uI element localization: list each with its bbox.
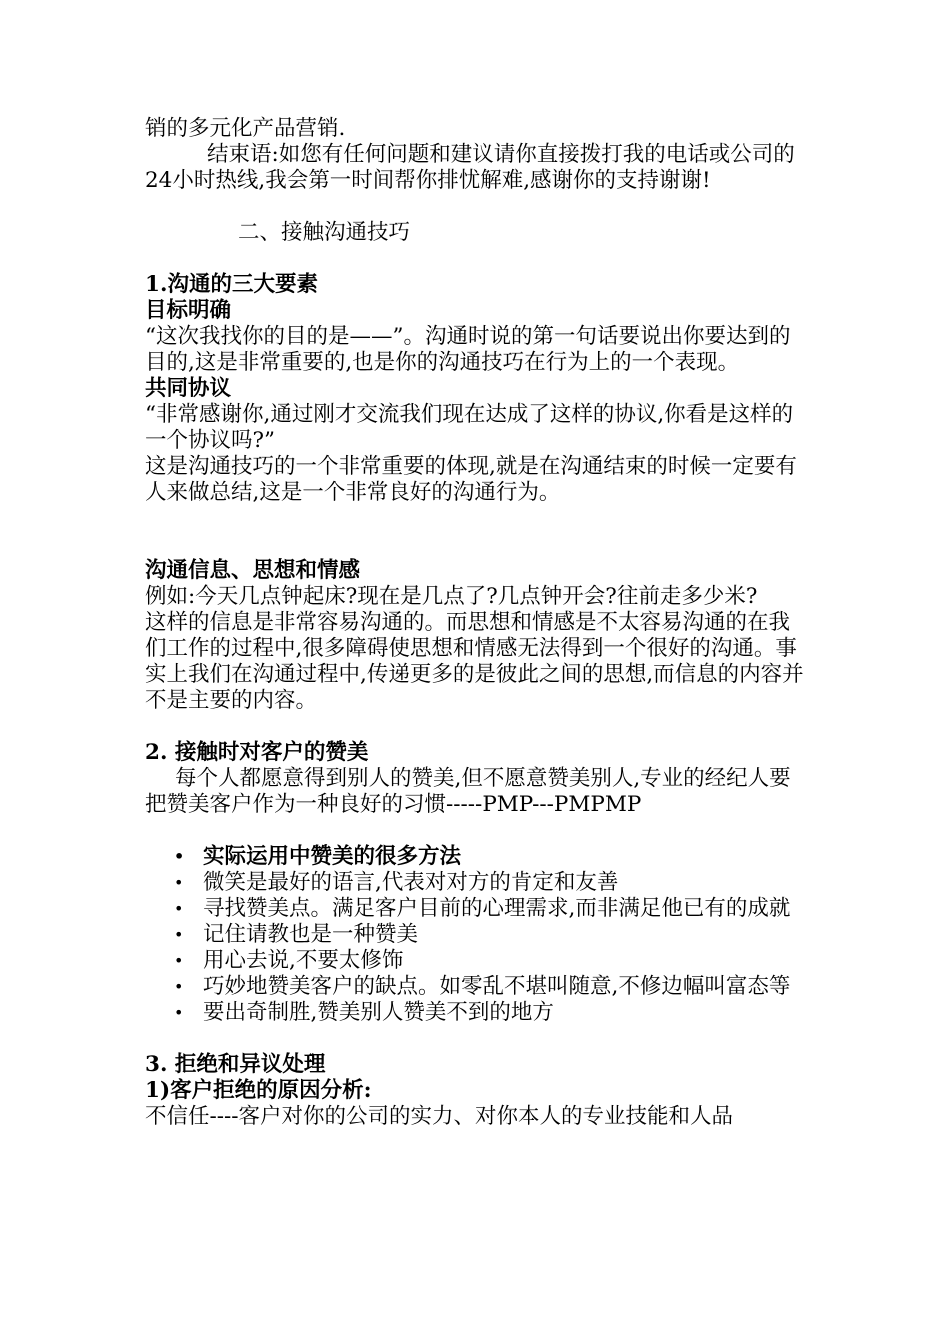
section-title: 二、接触沟通技巧 xyxy=(238,220,411,245)
agreement-quote: “非常感谢你,通过刚才交流我们现在达成了这样的协议,你看是这样的一个协议吗?” xyxy=(145,402,794,453)
list-item xyxy=(145,1000,810,1026)
praise-list xyxy=(145,844,810,1026)
bullet-icon: • xyxy=(174,847,185,866)
s1-heading: 1.沟通的三大要素 xyxy=(145,272,318,297)
agreement-title: 共同协议 xyxy=(145,376,232,401)
agreement-text: 这是沟通技巧的一个非常重要的体现,就是在沟通结束的时候一定要有人来做总结,这是一个非常良好的沟通行为。 xyxy=(145,454,797,505)
goal-title: 目标明确 xyxy=(145,298,232,323)
list-item-text: 实际运用中赞美的很多方法 xyxy=(203,844,462,869)
spacer xyxy=(145,818,810,844)
list-item xyxy=(145,870,810,896)
list-item-text: 记住请教也是一种赞美 xyxy=(203,922,419,947)
list-item xyxy=(145,974,810,1000)
intro-tail: 销的多元化产品营销. xyxy=(145,116,346,141)
bullet-icon: • xyxy=(174,977,184,996)
list-item-text: 微笑是最好的语言,代表对对方的肯定和友善 xyxy=(203,870,619,895)
s3-sub-heading: 1)客户拒绝的原因分析: xyxy=(145,1078,372,1103)
goal-text: “这次我找你的目的是——”。沟通时说的第一句话要说出你要达到的目的,这是非常重要的,也是你的沟通技巧在行为上的一个表现。 xyxy=(145,324,791,375)
list-item xyxy=(145,896,810,922)
s2-intro: 每个人都愿意得到别人的赞美,但不愿意赞美别人,专业的经纪人要把赞美客户作为一种良好的习惯-----PMP---PMPMP xyxy=(145,766,791,817)
spacer xyxy=(145,1026,810,1052)
list-item-text: 要出奇制胜,赞美别人赞美不到的地方 xyxy=(203,1000,554,1025)
list-item xyxy=(145,922,810,948)
bullet-icon: • xyxy=(174,873,184,892)
spacer xyxy=(145,246,810,272)
list-item-text: 巧妙地赞美客户的缺点。如零乱不堪叫随意,不修边幅叫富态等 xyxy=(203,974,791,999)
document-page xyxy=(145,116,810,1130)
info-text: 这样的信息是非常容易沟通的。而思想和情感是不太容易沟通的在我们工作的过程中,很多障碍使思想和情感无法得到一个很好的沟通。事实上我们在沟通过程中,传递更多的是彼此之间的思想,而信息的内容并不是主要的内容。 xyxy=(145,610,804,713)
info-title: 沟通信息、思想和情感 xyxy=(145,558,361,583)
s3-heading: 3. 拒绝和异议处理 xyxy=(145,1052,326,1077)
spacer xyxy=(145,714,810,740)
list-item-text: 寻找赞美点。满足客户目前的心理需求,而非满足他已有的成就 xyxy=(203,896,791,921)
list-item-text: 用心去说,不要太修饰 xyxy=(203,948,404,973)
bullet-icon: • xyxy=(174,1003,184,1022)
s2-heading: 2. 接触时对客户的赞美 xyxy=(145,740,369,765)
spacer xyxy=(145,506,810,558)
bullet-icon: • xyxy=(174,925,184,944)
closing-paragraph: 结束语:如您有任何问题和建议请你直接拨打我的电话或公司的24小时热线,我会第一时间帮你排忧解难,感谢你的支持谢谢! xyxy=(145,142,795,193)
bullet-icon: • xyxy=(174,899,184,918)
s3-text: 不信任----客户对你的公司的实力、对你本人的专业技能和人品 xyxy=(145,1104,734,1129)
list-item xyxy=(145,948,810,974)
list-item xyxy=(145,844,810,870)
info-example: 例如:今天几点钟起床?现在是几点了?几点钟开会?往前走多少米? xyxy=(145,584,758,609)
bullet-icon: • xyxy=(174,951,184,970)
